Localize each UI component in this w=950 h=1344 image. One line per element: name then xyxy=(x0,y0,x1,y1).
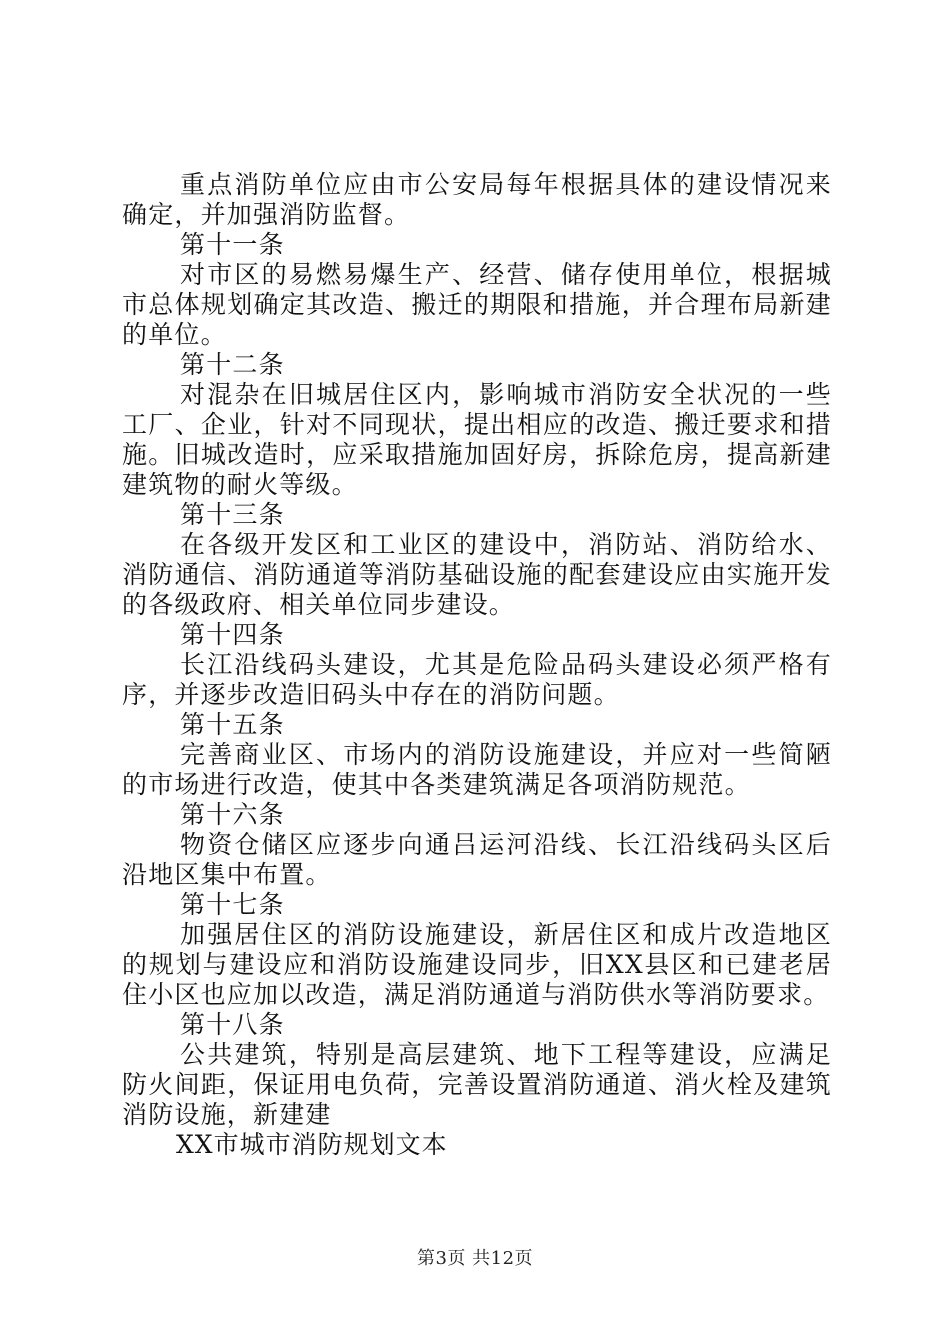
article-heading: 第十五条 xyxy=(180,710,285,739)
paragraph: 对混杂在旧城居住区内，影响城市消防安全状况的一些工厂、企业，针对不同现状，提出相应的改造、搬迁要求和措施。旧城改造时，应采取措施加固好房，拆除危房，提高新建建筑物的耐火等级。 xyxy=(122,380,832,499)
article-heading: 第十八条 xyxy=(180,1010,285,1039)
document-body xyxy=(122,170,832,1160)
page-number-label: 第3页 共12页 xyxy=(416,1248,534,1269)
paragraph: 在各级开发区和工业区的建设中，消防站、消防给水、消防通信、消防通道等消防基础设施的配套建设应由实施开发的各级政府、相关单位同步建设。 xyxy=(122,530,832,619)
page-footer xyxy=(0,1248,950,1270)
article-heading: 第十一条 xyxy=(180,230,285,259)
paragraph: 加强居住区的消防设施建设，新居住区和成片改造地区的规划与建设应和消防设施建设同步，旧XX县区和已建老居住小区也应加以改造，满足消防通道与消防供水等消防要求。 xyxy=(122,920,832,1009)
article-heading: 第十六条 xyxy=(180,800,285,829)
paragraph: 公共建筑，特别是高层建筑、地下工程等建设，应满足防火间距，保证用电负荷，完善设置消防通道、消火栓及建筑消防设施，新建建 xyxy=(122,1040,832,1129)
article-heading: 第十七条 xyxy=(180,890,285,919)
paragraph: 长江沿线码头建设，尤其是危险品码头建设必须严格有序，并逐步改造旧码头中存在的消防问题。 xyxy=(122,650,832,709)
article-heading: 第十四条 xyxy=(180,620,285,649)
paragraph: 完善商业区、市场内的消防设施建设，并应对一些简陋的市场进行改造，使其中各类建筑满足各项消防规范。 xyxy=(122,740,832,799)
paragraph: 重点消防单位应由市公安局每年根据具体的建设情况来确定，并加强消防监督。 xyxy=(122,170,832,229)
article-heading: 第十二条 xyxy=(180,350,285,379)
paragraph: 对市区的易燃易爆生产、经营、储存使用单位，根据城市总体规划确定其改造、搬迁的期限和措施，并合理布局新建的单位。 xyxy=(122,260,832,349)
article-heading: 第十三条 xyxy=(180,500,285,529)
document-title-line: XX市城市消防规划文本 xyxy=(176,1130,448,1159)
paragraph: 物资仓储区应逐步向通吕运河沿线、长江沿线码头区后沿地区集中布置。 xyxy=(122,830,832,889)
